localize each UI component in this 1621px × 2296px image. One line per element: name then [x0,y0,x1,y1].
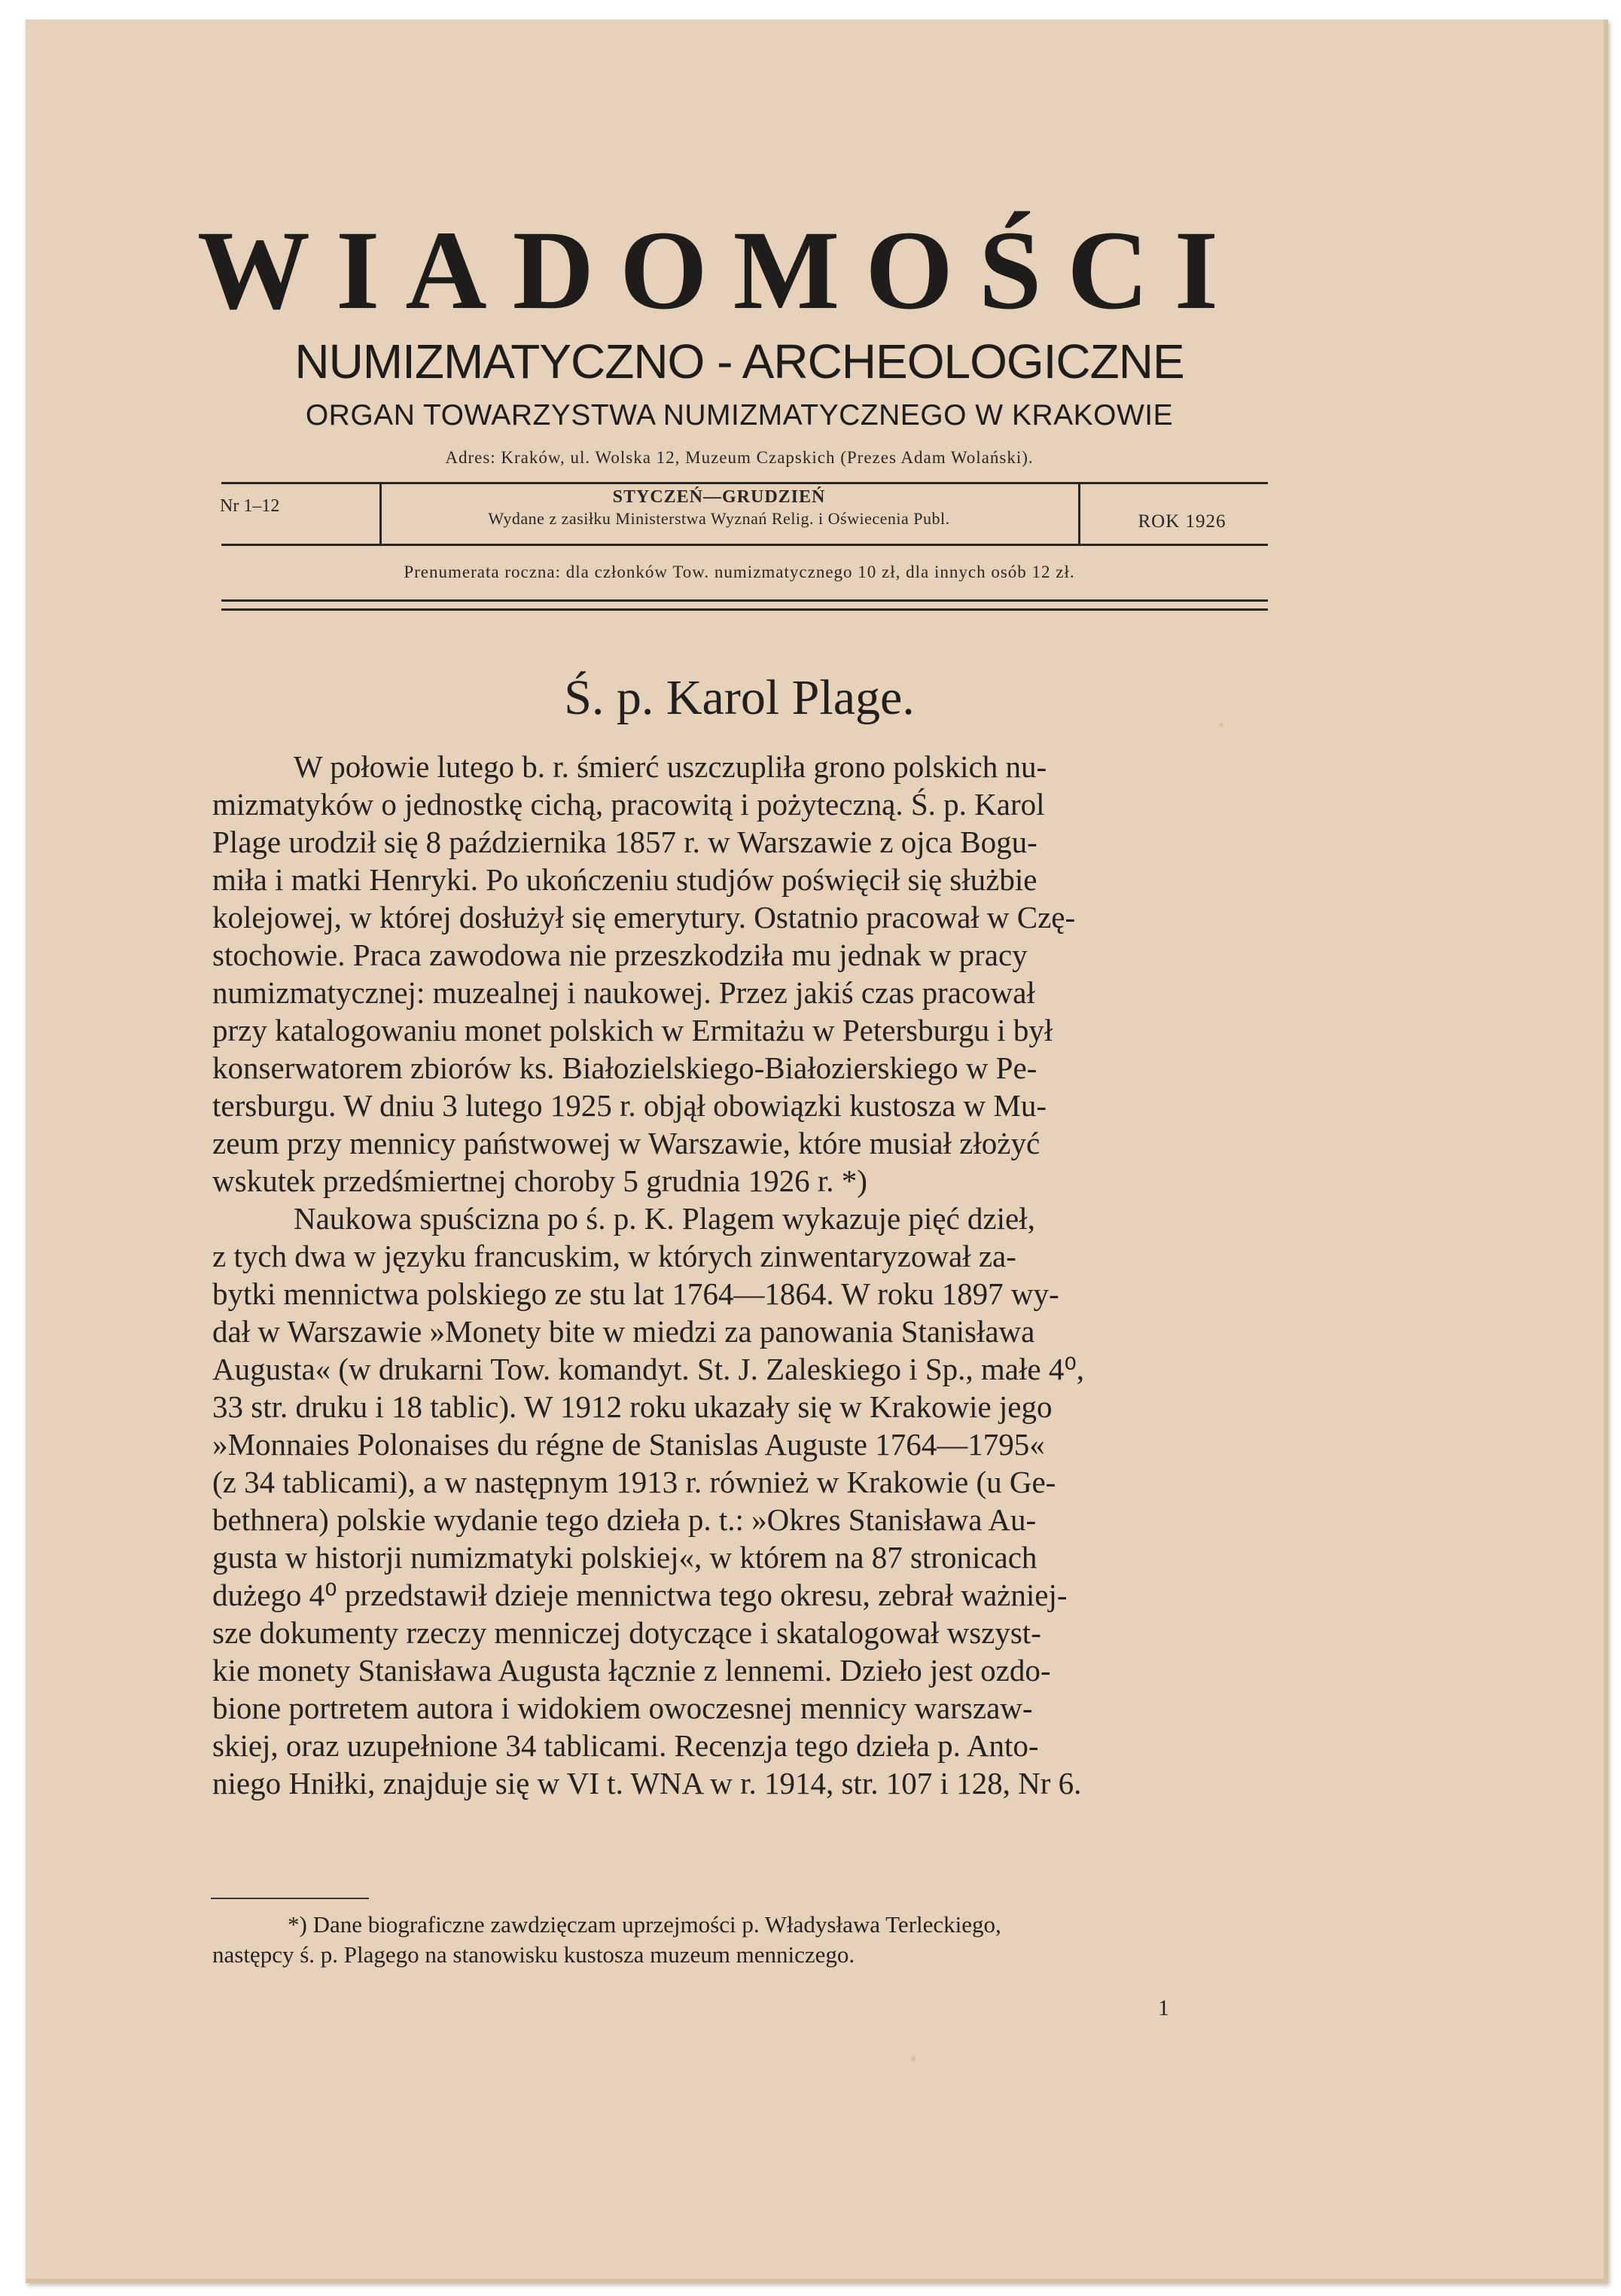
info-box-divider-left [379,482,382,545]
subscription-note: Prenumerata roczna: dla członków Tow. numizmatycznego 10 zł, dla innych osób 12 zł. [404,563,1075,581]
body-line: wskutek przedśmiertnej choroby 5 grudnia 1926 r. *) [212,1163,867,1198]
journal-subtitle: NUMIZMATYCZNO - ARCHEOLOGICZNE [294,334,1184,389]
body-line: z tych dwa w języku francuskim, w których zinwentaryzował za- [212,1239,1016,1273]
issue-months: STYCZEŃ—GRUDZIEŃ [612,487,826,507]
body-line: tersburgu. W dniu 3 lutego 1925 r. objął obowiązki kustosza w Mu- [212,1088,1047,1123]
body-line: Plage urodził się 8 października 1857 r. w Warszawie z ojca Bogu- [212,825,1038,859]
body-line: dużego 4⁰ przedstawił dzieje mennictwa tego okresu, zebrał ważniej- [212,1578,1068,1612]
body-line: Naukowa spuścizna po ś. p. K. Plagem wykazuje pięć dzieł, [294,1201,1035,1236]
body-line: zeum przy mennicy państwowej w Warszawie, które musiał złożyć [212,1126,1041,1160]
issue-number: Nr 1–12 [220,496,280,516]
body-line: kolejowej, w której dosłużył się emerytury. Ostatnio pracował w Czę- [212,900,1076,935]
body-line: dał w Warszawie »Monety bite w miedzi za panowania Stanisława [212,1314,1035,1349]
body-line: »Monnaies Polonaises du régne de Stanislas Auguste 1764—1795« [212,1427,1045,1462]
body-line: 33 str. druku i 18 tablic). W 1912 roku ukazały się w Krakowie jego [212,1389,1053,1424]
body-line: kie monety Stanisława Augusta łącznie z lennemi. Dzieło jest ozdo- [212,1653,1051,1688]
journal-address: Adres: Kraków, ul. Wolska 12, Muzeum Czapskich (Prezes Adam Wolański). [445,448,1034,467]
header-double-rule-bottom [221,608,1268,611]
body-line: skiej, oraz uzupełnione 34 tablicami. Recenzja tego dzieła p. Anto- [212,1728,1039,1763]
body-line: W połowie lutego b. r. śmierć uszczupliła grono polskich nu- [294,749,1047,784]
page-number: 1 [1158,1996,1169,2020]
body-line: konserwatorem zbiorów ks. Białozielskiego-Białozierskiego w Pe- [212,1050,1038,1085]
body-line: (z 34 tablicami), a w następnym 1913 r. również w Krakowie (u Ge- [212,1465,1056,1499]
paper-spot [911,2056,916,2062]
body-line: bethnera) polskie wydanie tego dzieła p. t.: »Okres Stanisława Au- [212,1502,1037,1537]
info-box-top-rule [221,482,1268,484]
footnote-line: *) Dane biograficzne zawdzięczam uprzejmości p. Władysława Terleckiego, [288,1911,1001,1938]
body-line: bione portretem autora i widokiem owoczesnej mennicy warszaw- [212,1691,1033,1725]
article-title: Ś. p. Karol Plage. [564,670,915,725]
body-line: stochowie. Praca zawodowa nie przeszkodziła mu jednak w pracy [212,938,1028,972]
info-box-bottom-rule [221,544,1268,546]
body-line: numizmatycznej: muzealnej i naukowej. Przez jakiś czas pracował [212,975,1035,1010]
issue-funding: Wydane z zasiłku Ministerstwa Wyznań Relig. i Oświecenia Publ. [488,509,950,528]
issue-months-box [384,488,1054,527]
paper-spot [1220,723,1223,727]
info-box-divider-right [1078,482,1080,545]
body-line: mizmatyków o jednostkę cichą, pracowitą i pożyteczną. Ś. p. Karol [212,787,1045,822]
footnote-rule [211,1898,369,1899]
body-line: gusta w historji numizmatyki polskiej«, w którem na 87 stronicach [212,1540,1038,1575]
body-line: przy katalogowaniu monet polskich w Ermitażu w Petersburgu i był [212,1013,1053,1047]
journal-title: WIADOMOŚCI [197,208,1245,333]
issue-year: ROK 1926 [1138,511,1226,532]
body-line: Augusta« (w drukarni Tow. komandyt. St. J. Zaleskiego i Sp., małe 4⁰, [212,1352,1085,1386]
journal-organ: ORGAN TOWARZYSTWA NUMIZMATYCZNEGO W KRAKOWIE [305,399,1174,431]
body-line: bytki mennictwa polskiego ze stu lat 1764—1864. W roku 1897 wy- [212,1276,1059,1311]
body-line: miła i matki Henryki. Po ukończeniu studjów poświęcił się służbie [212,862,1038,897]
footnote-line: następcy ś. p. Plagego na stanowisku kustosza muzeum menniczego. [212,1941,855,1968]
header-double-rule-top [221,599,1268,602]
body-line: niego Hniłki, znajduje się w VI t. WNA w r. 1914, str. 107 i 128, Nr 6. [212,1766,1082,1801]
body-line: sze dokumenty rzeczy menniczej dotyczące i skatalogował wszyst- [212,1615,1041,1650]
